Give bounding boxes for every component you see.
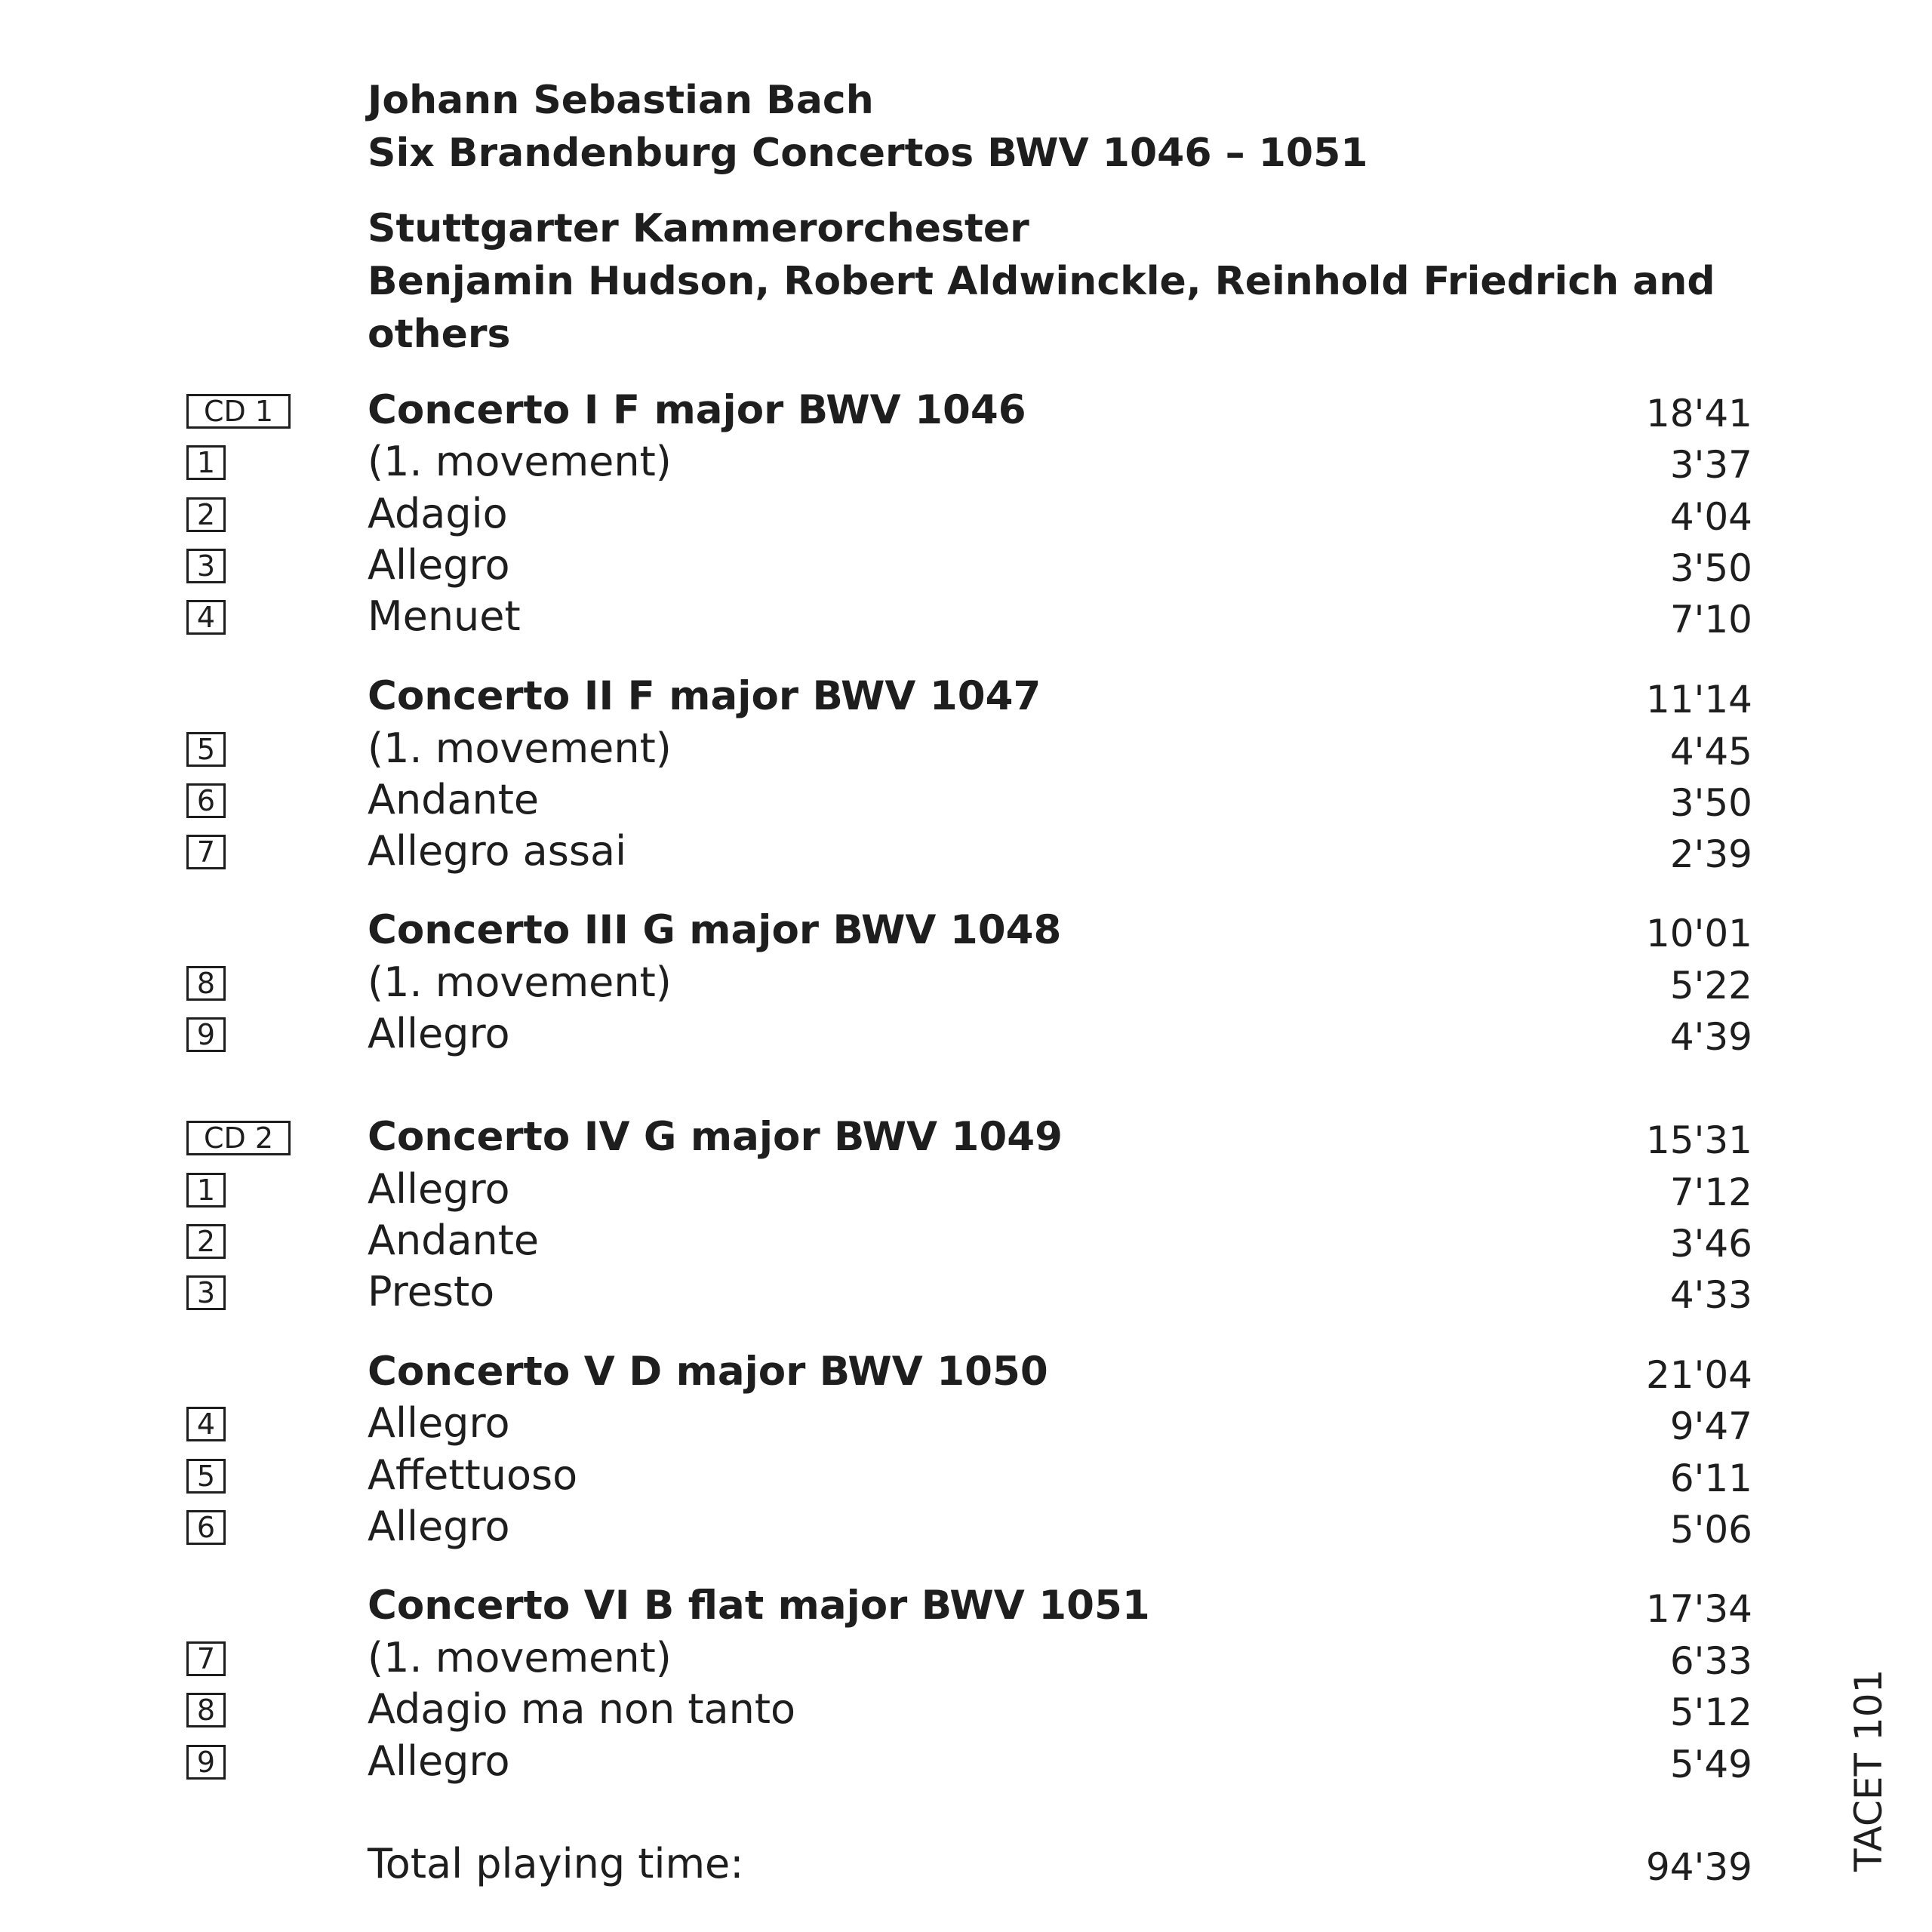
work-row xyxy=(0,1580,1932,1632)
work-title: Concerto V D major BWV 1050 xyxy=(368,1349,1048,1395)
movement-title: Affettuoso xyxy=(368,1451,578,1499)
movement-title: (1. movement) xyxy=(368,724,672,772)
soloists-line: Benjamin Hudson, Robert Aldwinckle, Reinhold Friedrich and others xyxy=(368,259,1715,357)
ensemble-name: Stuttgarter Kammerorchester xyxy=(368,206,1029,251)
total-duration: 94'39 xyxy=(1646,1845,1752,1889)
track-number: 5 xyxy=(186,732,226,767)
work-title: Six Brandenburg Concertos BWV 1046 – 1051 xyxy=(368,131,1368,176)
movement-title: Andante xyxy=(368,776,540,823)
duration: 6'11 xyxy=(1669,1457,1752,1500)
track-number: 2 xyxy=(186,497,226,532)
track-number: 8 xyxy=(186,1693,226,1727)
track-row xyxy=(0,540,1932,591)
duration: 4'39 xyxy=(1669,1015,1752,1059)
duration: 4'04 xyxy=(1669,495,1752,539)
work-row xyxy=(0,385,1932,436)
movement-title: Adagio xyxy=(368,490,508,537)
track-number: 7 xyxy=(186,835,226,869)
movement-title: Presto xyxy=(368,1268,495,1315)
movement-title: (1. movement) xyxy=(368,438,672,485)
movement-title: Allegro xyxy=(368,1399,510,1447)
track-row xyxy=(0,957,1932,1008)
movement-title: Adagio ma non tanto xyxy=(368,1685,796,1733)
movement-title: (1. movement) xyxy=(368,958,672,1006)
track-number: 1 xyxy=(186,445,226,480)
track-number: 6 xyxy=(186,783,226,818)
duration: 21'04 xyxy=(1646,1353,1752,1397)
duration: 11'14 xyxy=(1646,678,1752,721)
track-row xyxy=(0,1736,1932,1787)
track-row xyxy=(0,436,1932,488)
duration: 5'06 xyxy=(1669,1508,1752,1552)
work-row xyxy=(0,1112,1932,1163)
catalog-number: TACET 101 xyxy=(1847,1669,1890,1872)
total-row xyxy=(0,1838,1932,1890)
duration: 3'37 xyxy=(1669,443,1752,487)
work-title: Concerto I F major BWV 1046 xyxy=(368,387,1026,433)
track-row xyxy=(0,1266,1932,1318)
composer-name: Johann Sebastian Bach xyxy=(368,78,874,123)
track-number: 7 xyxy=(186,1641,226,1676)
movement-title: Allegro xyxy=(368,1737,510,1785)
total-label: Total playing time: xyxy=(368,1840,744,1887)
movement-title: (1. movement) xyxy=(368,1634,672,1681)
duration: 2'39 xyxy=(1669,832,1752,876)
work-row xyxy=(0,1346,1932,1398)
duration: 5'49 xyxy=(1669,1743,1752,1786)
track-number: 5 xyxy=(186,1459,226,1494)
track-row xyxy=(0,826,1932,877)
movement-title: Allegro xyxy=(368,1165,510,1213)
track-number: 3 xyxy=(186,549,226,583)
track-row xyxy=(0,774,1932,826)
movement-title: Menuet xyxy=(368,592,521,640)
track-row xyxy=(0,591,1932,642)
disc-label: CD 2 xyxy=(186,1121,291,1155)
track-number: 6 xyxy=(186,1510,226,1545)
movement-title: Allegro xyxy=(368,1503,510,1550)
duration: 3'50 xyxy=(1669,781,1752,825)
duration: 6'33 xyxy=(1669,1639,1752,1683)
duration: 5'22 xyxy=(1669,964,1752,1008)
work-title: Concerto IV G major BWV 1049 xyxy=(368,1114,1063,1160)
track-row xyxy=(0,1450,1932,1501)
duration: 7'12 xyxy=(1669,1171,1752,1214)
movement-title: Allegro assai xyxy=(368,827,627,875)
track-row xyxy=(0,1008,1932,1060)
work-row xyxy=(0,671,1932,722)
duration: 3'50 xyxy=(1669,546,1752,590)
duration: 4'33 xyxy=(1669,1273,1752,1317)
work-title: Concerto VI B flat major BWV 1051 xyxy=(368,1583,1150,1629)
duration: 5'12 xyxy=(1669,1690,1752,1734)
work-title: Concerto III G major BWV 1048 xyxy=(368,907,1062,953)
track-number: 9 xyxy=(186,1017,226,1052)
track-row xyxy=(0,1632,1932,1684)
track-number: 4 xyxy=(186,1407,226,1441)
track-number: 4 xyxy=(186,600,226,635)
movement-title: Allegro xyxy=(368,1010,510,1057)
track-number: 3 xyxy=(186,1275,226,1310)
track-row xyxy=(0,488,1932,540)
duration: 15'31 xyxy=(1646,1118,1752,1162)
disc-label: CD 1 xyxy=(186,394,291,429)
movement-title: Andante xyxy=(368,1217,540,1264)
track-row xyxy=(0,1501,1932,1552)
track-number: 9 xyxy=(186,1745,226,1780)
duration: 3'46 xyxy=(1669,1222,1752,1266)
track-row xyxy=(0,1398,1932,1449)
duration: 9'47 xyxy=(1669,1404,1752,1448)
duration: 4'45 xyxy=(1669,730,1752,774)
track-number: 1 xyxy=(186,1173,226,1208)
duration: 17'34 xyxy=(1646,1587,1752,1631)
duration: 7'10 xyxy=(1669,598,1752,641)
work-row xyxy=(0,905,1932,956)
track-row xyxy=(0,1684,1932,1735)
track-number: 8 xyxy=(186,966,226,1001)
track-row xyxy=(0,1164,1932,1215)
track-row xyxy=(0,1215,1932,1266)
movement-title: Allegro xyxy=(368,541,510,589)
duration: 18'41 xyxy=(1646,392,1752,435)
track-number: 2 xyxy=(186,1224,226,1259)
duration: 10'01 xyxy=(1646,912,1752,955)
track-row xyxy=(0,723,1932,774)
work-title: Concerto II F major BWV 1047 xyxy=(368,673,1041,719)
